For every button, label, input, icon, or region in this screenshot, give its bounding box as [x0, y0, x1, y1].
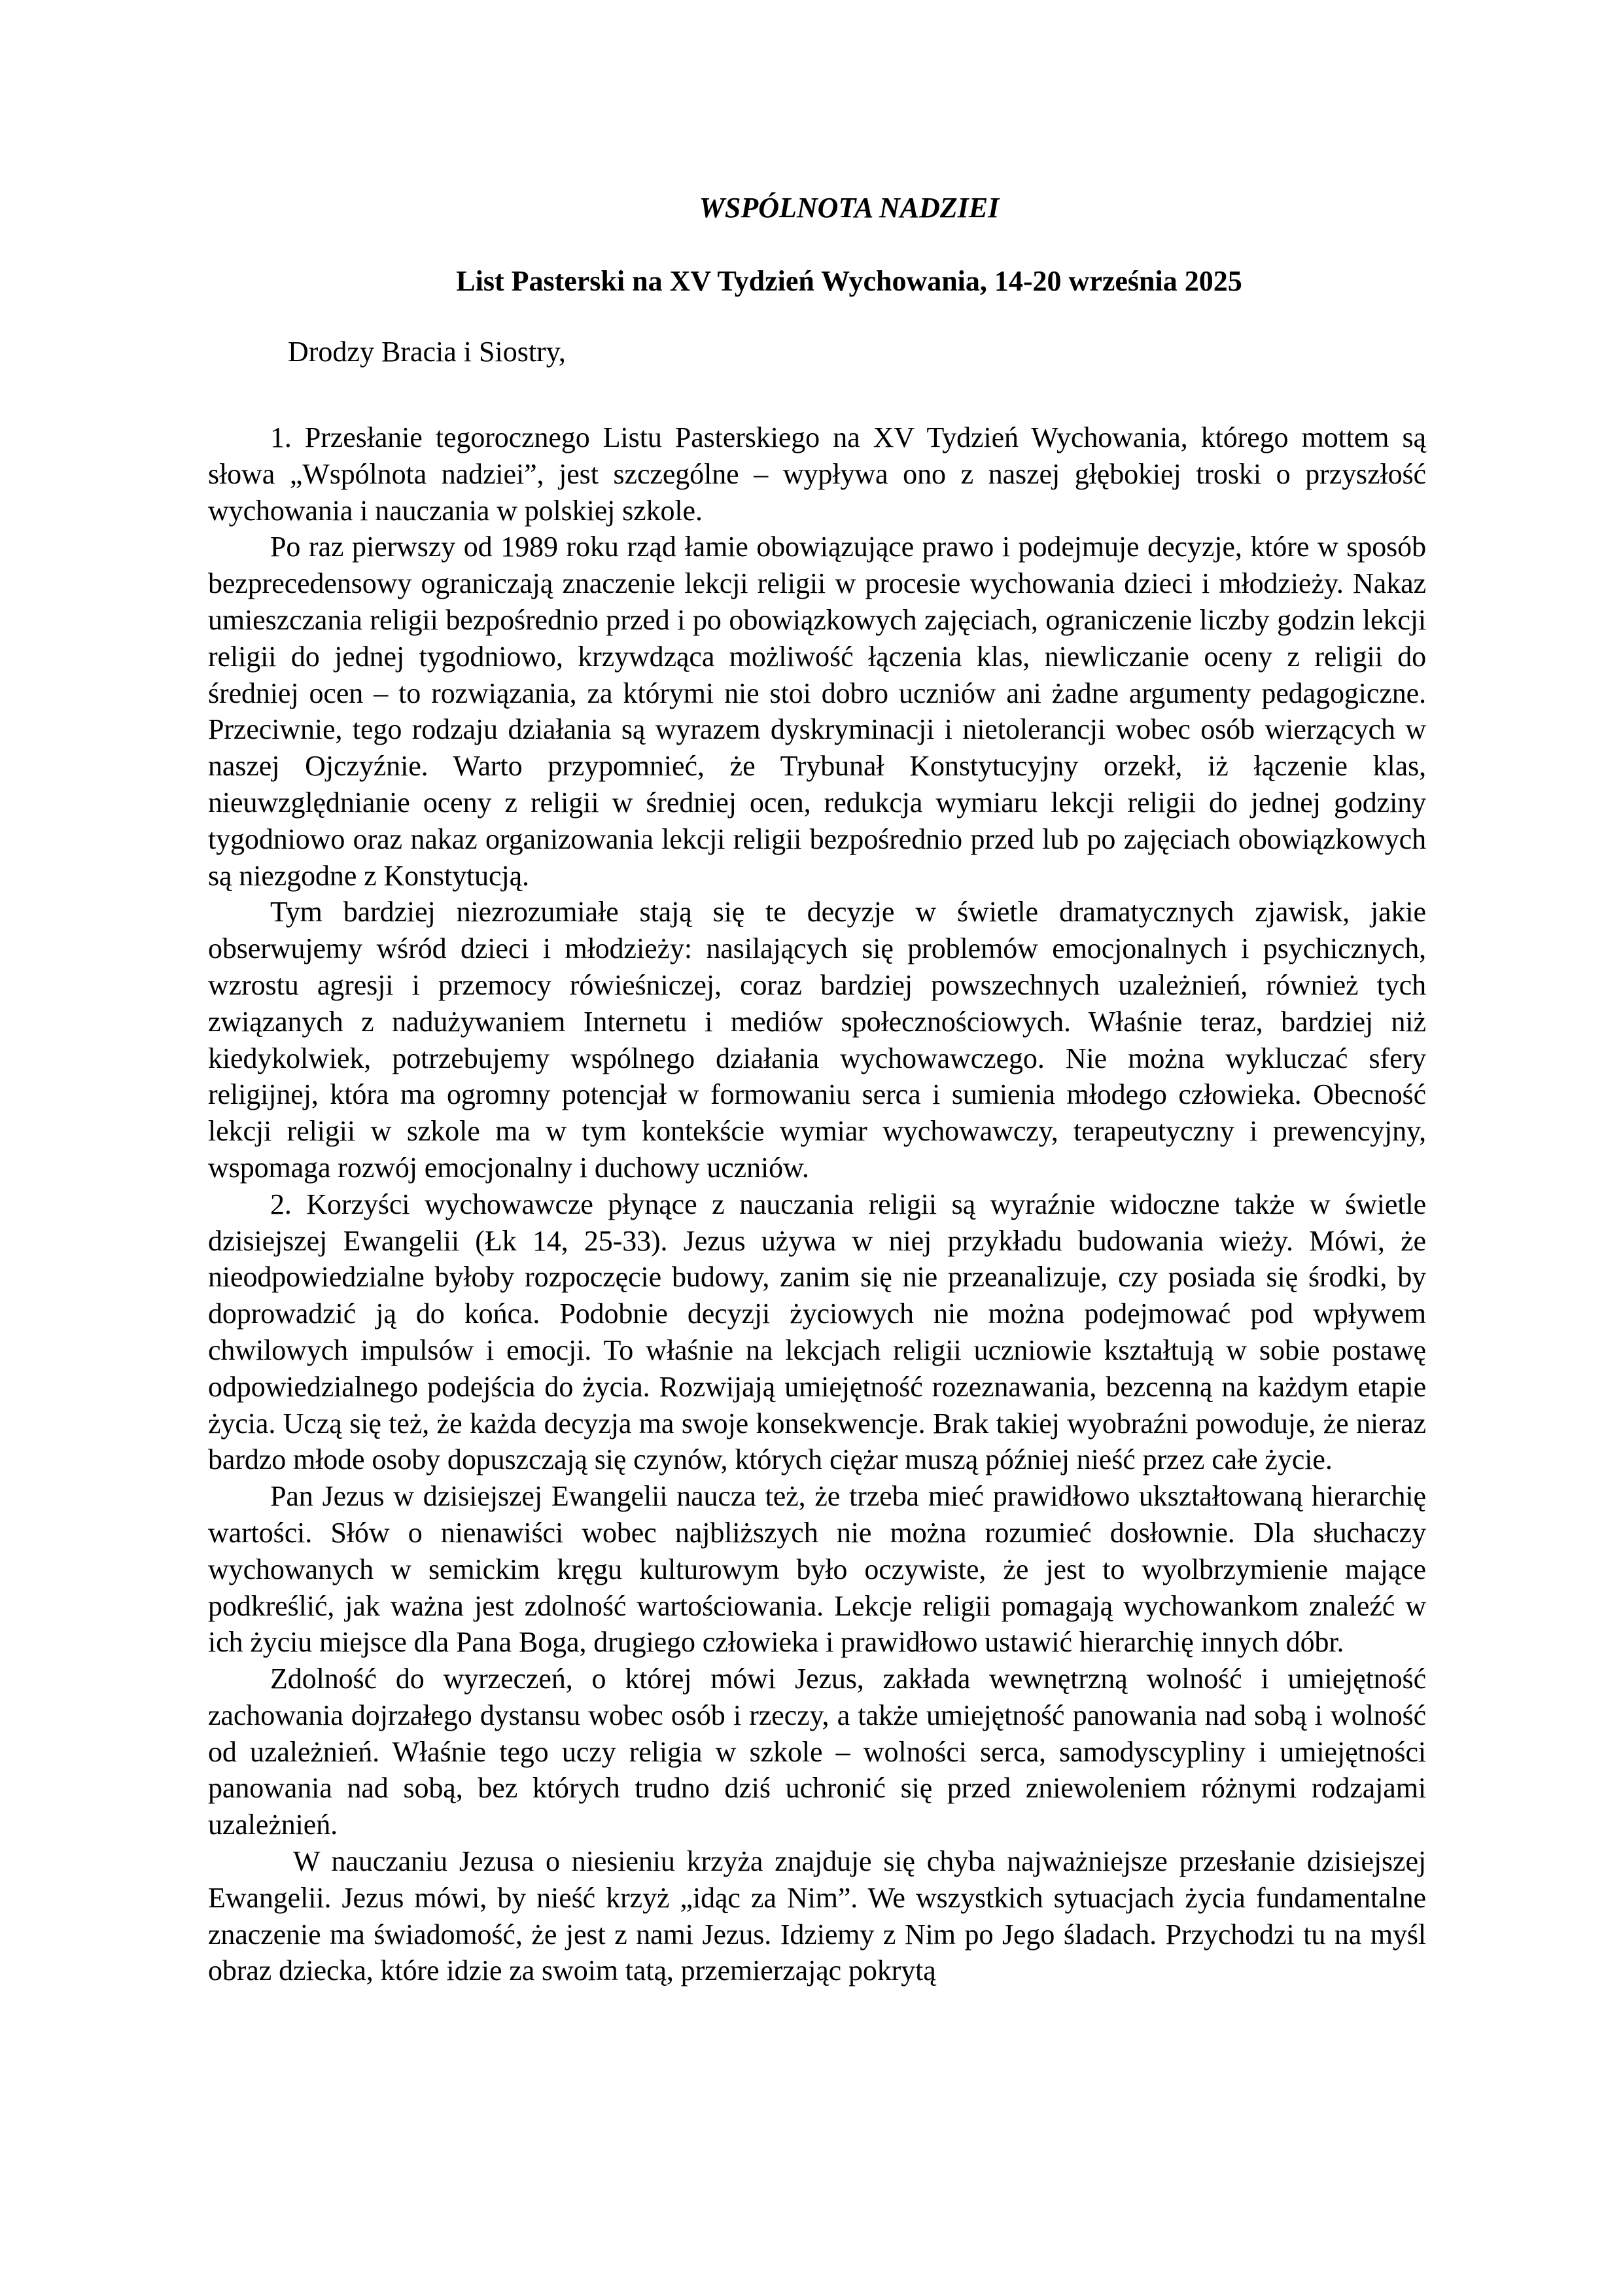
paragraph-5: Pan Jezus w dzisiejszej Ewangelii naucza też, że trzeba mieć prawidłowo ukształtowaną hierarchię wartości. Słów o nienawiści wobec najbliższych nie można rozumieć dosłownie. Dla słuchaczy wychowanych w semickim kręgu kulturowym było oczywiste, że jest to wyolbrzymienie mające podkreślić, jak ważna jest zdolność wartościowania. Lekcje religii pomagają wychowankom znaleźć w ich życiu miejsce dla Pana Boga, drugiego człowieka i prawidłowo ustawić hierarchię innych dóbr. — [208, 1480, 1426, 1659]
paragraph-6: Zdolność do wyrzeczeń, o której mówi Jezus, zakłada wewnętrzną wolność i umiejętność zachowania dojrzałego dystansu wobec osób i rzeczy, a także umiejętność panowania nad sobą i wolność od uzależnień. Właśnie tego uczy religia w szkole – wolności serca, samodyscypliny i umiejętności panowania nad sobą, bez których trudno dziś uchronić się przed zniewoleniem różnymi rodzajami uzależnień. — [208, 1663, 1426, 1841]
letter-body — [208, 188, 1426, 1989]
paragraph-2: Po raz pierwszy od 1989 roku rząd łamie obowiązujące prawo i podejmuje decyzje, które w sposób bezprecedensowy ograniczają znaczenie lekcji religii w procesie wychowania dzieci i młodzieży. Nakaz umieszczania religii bezpośrednio przed i po obowiązkowych zajęciach, ograniczenie liczby godzin lekcji religii do jednej tygodniowo, krzywdząca możliwość łączenia klas, niewliczanie oceny z religii do średniej ocen – to rozwiązania, za którymi nie stoi dobro uczniów ani żadne argumenty pedagogiczne. Przeciwnie, tego rodzaju działania są wyrazem dyskryminacji i nietolerancji wobec osób wierzących w naszej Ojczyźnie. Warto przypomnieć, że Trybunał Konstytucyjny orzekł, iż łączenie klas, nieuwzględnianie oceny z religii w średniej ocen, redukcja wymiaru lekcji religii do jednej godziny tygodniowo oraz nakaz organizowania lekcji religii bezpośrednio przed lub po zajęciach obowiązkowych są niezgodne z Konstytucją. — [208, 531, 1426, 892]
paragraph-3: Tym bardziej niezrozumiałe stają się te decyzje w świetle dramatycznych zjawisk, jakie obserwujemy wśród dzieci i młodzieży: nasilających się problemów emocjonalnych i psychicznych, wzrostu agresji i przemocy rówieśniczej, coraz bardziej powszechnych uzależnień, również tych związanych z nadużywaniem Internetu i mediów społecznościowych. Właśnie teraz, bardziej niż kiedykolwiek, potrzebujemy wspólnego działania wychowawczego. Nie można wykluczać sfery religijnej, która ma ogromny potencjał w formowaniu serca i sumienia młodego człowieka. Obecność lekcji religii w szkole ma w tym kontekście wymiar wychowawczy, terapeutyczny i prewencyjny, wspomaga rozwój emocjonalny i duchowy uczniów. — [208, 896, 1426, 1184]
salutation: Drodzy Bracia i Siostry, — [288, 336, 566, 368]
page-subtitle: List Pasterski na XV Tydzień Wychowania, 14-20 września 2025 — [456, 265, 1242, 297]
page-title: WSPÓLNOTA NADZIEI — [699, 192, 1000, 224]
paragraph-1: 1. Przesłanie tegorocznego Listu Pasterskiego na XV Tydzień Wychowania, którego mottem są słowa „Wspólnota nadziei”, jest szczególne – wypływa ono z naszej głębokiej troski o przyszłość wychowania i nauczania w polskiej szkole. — [208, 421, 1426, 527]
paragraph-4: 2. Korzyści wychowawcze płynące z nauczania religii są wyraźnie widoczne także w świetle dzisiejszej Ewangelii (Łk 14, 25-33). Jezus używa w niej przykładu budowania wieży. Mówi, że nieodpowiedzialne byłoby rozpoczęcie budowy, zanim się nie przeanalizuje, czy posiada się środki, by doprowadzić ją do końca. Podobnie decyzji życiowych nie można podejmować pod wpływem chwilowych impulsów i emocji. To właśnie na lekcjach religii uczniowie kształtują w sobie postawę odpowiedzialnego podejścia do życia. Rozwijają umiejętność rozeznawania, bezcenną na każdym etapie życia. Uczą się też, że każda decyzja ma swoje konsekwencje. Brak takiej wyobraźni powoduje, że nieraz bardzo młode osoby dopuszczają się czynów, których ciężar muszą później nieść przez całe życie. — [208, 1188, 1426, 1476]
paragraph-7: W nauczaniu Jezusa o niesieniu krzyża znajduje się chyba najważniejsze przesłanie dzisiejszej Ewangelii. Jezus mówi, by nieść krzyż „idąc za Nim”. We wszystkich sytuacjach życia fundamentalne znaczenie ma świadomość, że jest z nami Jezus. Idziemy z Nim po Jego śladach. Przychodzi tu na myśl obraz dziecka, które idzie za swoim tatą, przemierzając pokrytą — [208, 1845, 1426, 1987]
